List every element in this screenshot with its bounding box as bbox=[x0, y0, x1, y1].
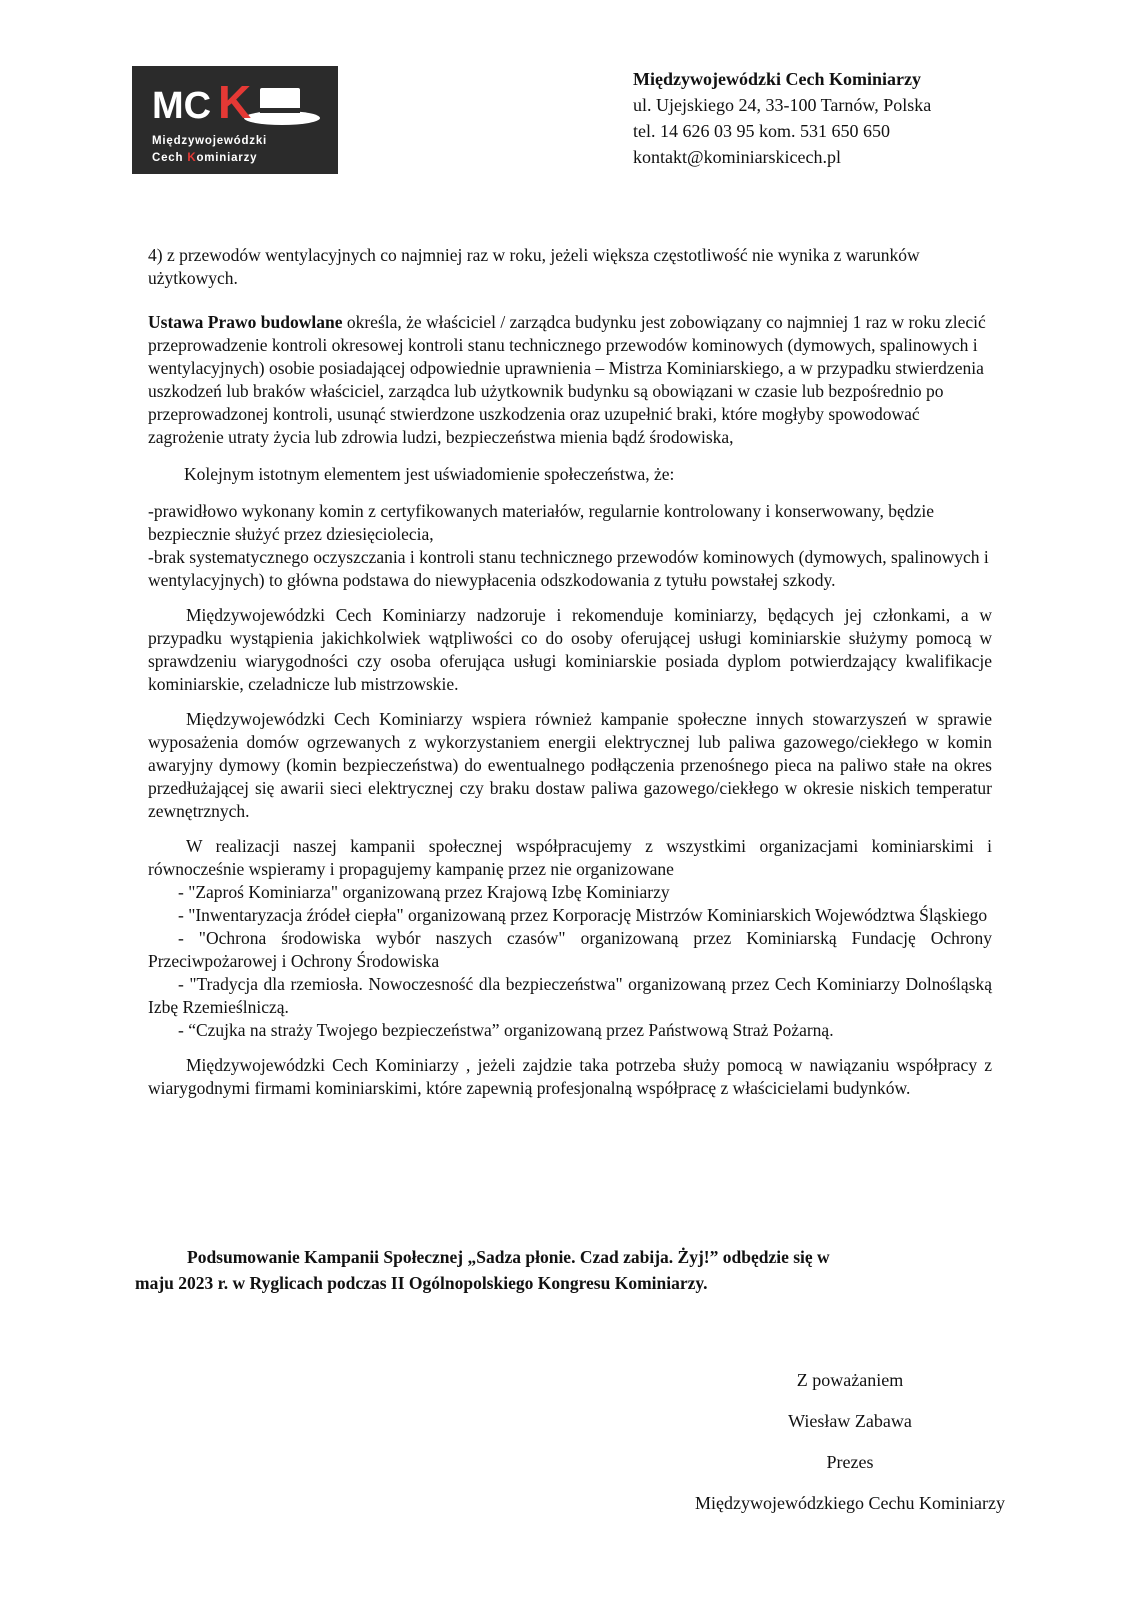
paragraph-point-b: -brak systematycznego oczyszczania i kontroli stanu technicznego przewodów kominowych (dymowych, spalinowych i wentylacyjnych) to główna podstawa do niewypłacenia odszkodowania z tytułu powstałej szkody. bbox=[148, 547, 989, 590]
paragraph-building-law bbox=[148, 311, 992, 449]
summary-line-1: Podsumowanie Kampanii Społecznej „Sadza płonie. Czad zabija. Żyj!” odbędzie się w bbox=[187, 1247, 830, 1267]
campaign-summary bbox=[135, 1244, 995, 1296]
logo-mark-k: K bbox=[218, 76, 252, 128]
paragraph-campaigns-support: Międzywojewódzki Cech Kominiarzy wspiera również kampanie społeczne innych stowarzyszeń w sprawie wyposażenia domów ogrzewanych z wykorzystaniem energii elektrycznej lub paliwa gazowego/ciekłego w komin awaryjny dymowy (komin bezpieczeństwa) do ewentualnego podłączenia przenośnego pieca na paliwo stałe na okres przedłużającej się awarii sieci elektrycznej czy braku dostaw paliwa gazowego/ciekłego w okresie niskich temperatur zewnętrznych. bbox=[148, 709, 992, 821]
campaign-item: - "Zaproś Kominiarza" organizowaną przez Krajową Izbę Kominiarzy bbox=[178, 882, 670, 902]
paragraph-awareness: Kolejnym istotnym elementem jest uświadomienie społeczeństwa, że: bbox=[184, 464, 675, 484]
campaign-item: - "Ochrona środowiska wybór naszych czasów" organizowaną przez Kominiarską Fundację Ochrony Przeciwpożarowej i Ochrony Środowiska bbox=[148, 928, 992, 971]
letterhead-org: Międzywojewódzki Cech Kominiarzy bbox=[633, 69, 921, 89]
logo-mark-mc: MC bbox=[152, 85, 212, 127]
paragraph-help: Międzywojewódzki Cech Kominiarzy , jeżeli zajdzie taka potrzeba służy pomocą w nawiązaniu współpracy z wiarygodnymi firmami kominiarskimi, które zapewnią profesjonalną współpracę z właścicielami budynków. bbox=[148, 1055, 992, 1098]
signature-closing: Z poważaniem bbox=[796, 1370, 904, 1390]
signature-name: Wiesław Zabawa bbox=[788, 1411, 912, 1431]
letter-body bbox=[148, 244, 992, 1100]
summary-line-2: maju 2023 r. w Ryglicach podczas II Ogólnopolskiego Kongresu Kominiarzy. bbox=[135, 1273, 708, 1293]
building-law-bold: Ustawa Prawo budowlane bbox=[148, 312, 343, 332]
logo-graphic bbox=[132, 66, 338, 174]
paragraph-supervision: Międzywojewódzki Cech Kominiarzy nadzoruje i rekomenduje kominiarzy, będących jej członkami, a w przypadku wystąpienia jakichkolwiek wątpliwości co do osoby oferującej usługi kominiarskie służymy pomocą w sprawdzeniu wiarygodności czy osoba oferująca usługi kominiarskie posiada dyplom potwierdzający kwalifikacje kominiarskie, czeladnicze lub mistrzowskie. bbox=[148, 605, 992, 694]
letterhead-address: ul. Ujejskiego 24, 33-100 Tarnów, Polska bbox=[633, 95, 932, 115]
campaign-item: - "Tradycja dla rzemiosła. Nowoczesność dla bezpieczeństwa" organizowaną przez Cech Kominiarzy Dolnośląską Izbę Rzemieślniczą. bbox=[148, 974, 992, 1017]
logo-line2: Cech Kominiarzy bbox=[152, 152, 258, 164]
building-law-text: określa, że właściciel / zarządca budynku jest zobowiązany co najmniej 1 raz w roku zlecić przeprowadzenie kontroli okresowej kontroli stanu technicznego przewodów kominowych (dymowych, spalinowych i wentylacyjnych) osobie posiadającej odpowiednie uprawnienia – Mistrza Kominiarskiego, a w przypadku stwierdzenia uszkodzeń lub braków właściciel, zarządca lub użytkownik budynku są obowiązani w czasie lub bezpośrednio po przeprowadzonej kontroli, usunąć stwierdzone uszkodzenia oraz uzupełnić braki, które mogłyby spowodować zagrożenie utraty życia lub zdrowia ludzi, bezpieczeństwa mienia bądź środowiska, bbox=[148, 312, 986, 447]
logo bbox=[132, 66, 338, 174]
letterhead-email: kontakt@kominiarskicech.pl bbox=[633, 147, 842, 167]
paragraph-point-a: -prawidłowo wykonany komin z certyfikowanych materiałów, regularnie kontrolowany i konserwowany, będzie bezpiecznie służyć przez dziesięciolecia, bbox=[148, 501, 934, 544]
campaign-item: - “Czujka na straży Twojego bezpieczeństwa” organizowaną przez Państwową Straż Pożarną. bbox=[178, 1020, 834, 1040]
paragraph-ventilation: 4) z przewodów wentylacyjnych co najmniej raz w roku, jeżeli większa częstotliwość nie wynika z warunków użytkowych. bbox=[148, 245, 920, 288]
signature-block bbox=[600, 1368, 1100, 1532]
campaign-item: - "Inwentaryzacja źródeł ciepła" organizowaną przez Korporację Mistrzów Kominiarskich Województwa Śląskiego bbox=[178, 905, 988, 925]
logo-line1: Międzywojewódzki bbox=[152, 135, 268, 147]
signature-org: Międzywojewódzkiego Cechu Kominiarzy bbox=[695, 1493, 1005, 1513]
letterhead-phone: tel. 14 626 03 95 kom. 531 650 650 bbox=[633, 121, 890, 141]
paragraph-cooperation: W realizacji naszej kampanii społecznej współpracujemy z wszystkimi organizacjami kominiarskimi i równocześnie wspieramy i propagujemy kampanię przez nie organizowane bbox=[148, 836, 992, 879]
letterhead bbox=[633, 66, 1093, 170]
signature-title: Prezes bbox=[826, 1452, 874, 1472]
top-hat-icon bbox=[244, 88, 320, 125]
